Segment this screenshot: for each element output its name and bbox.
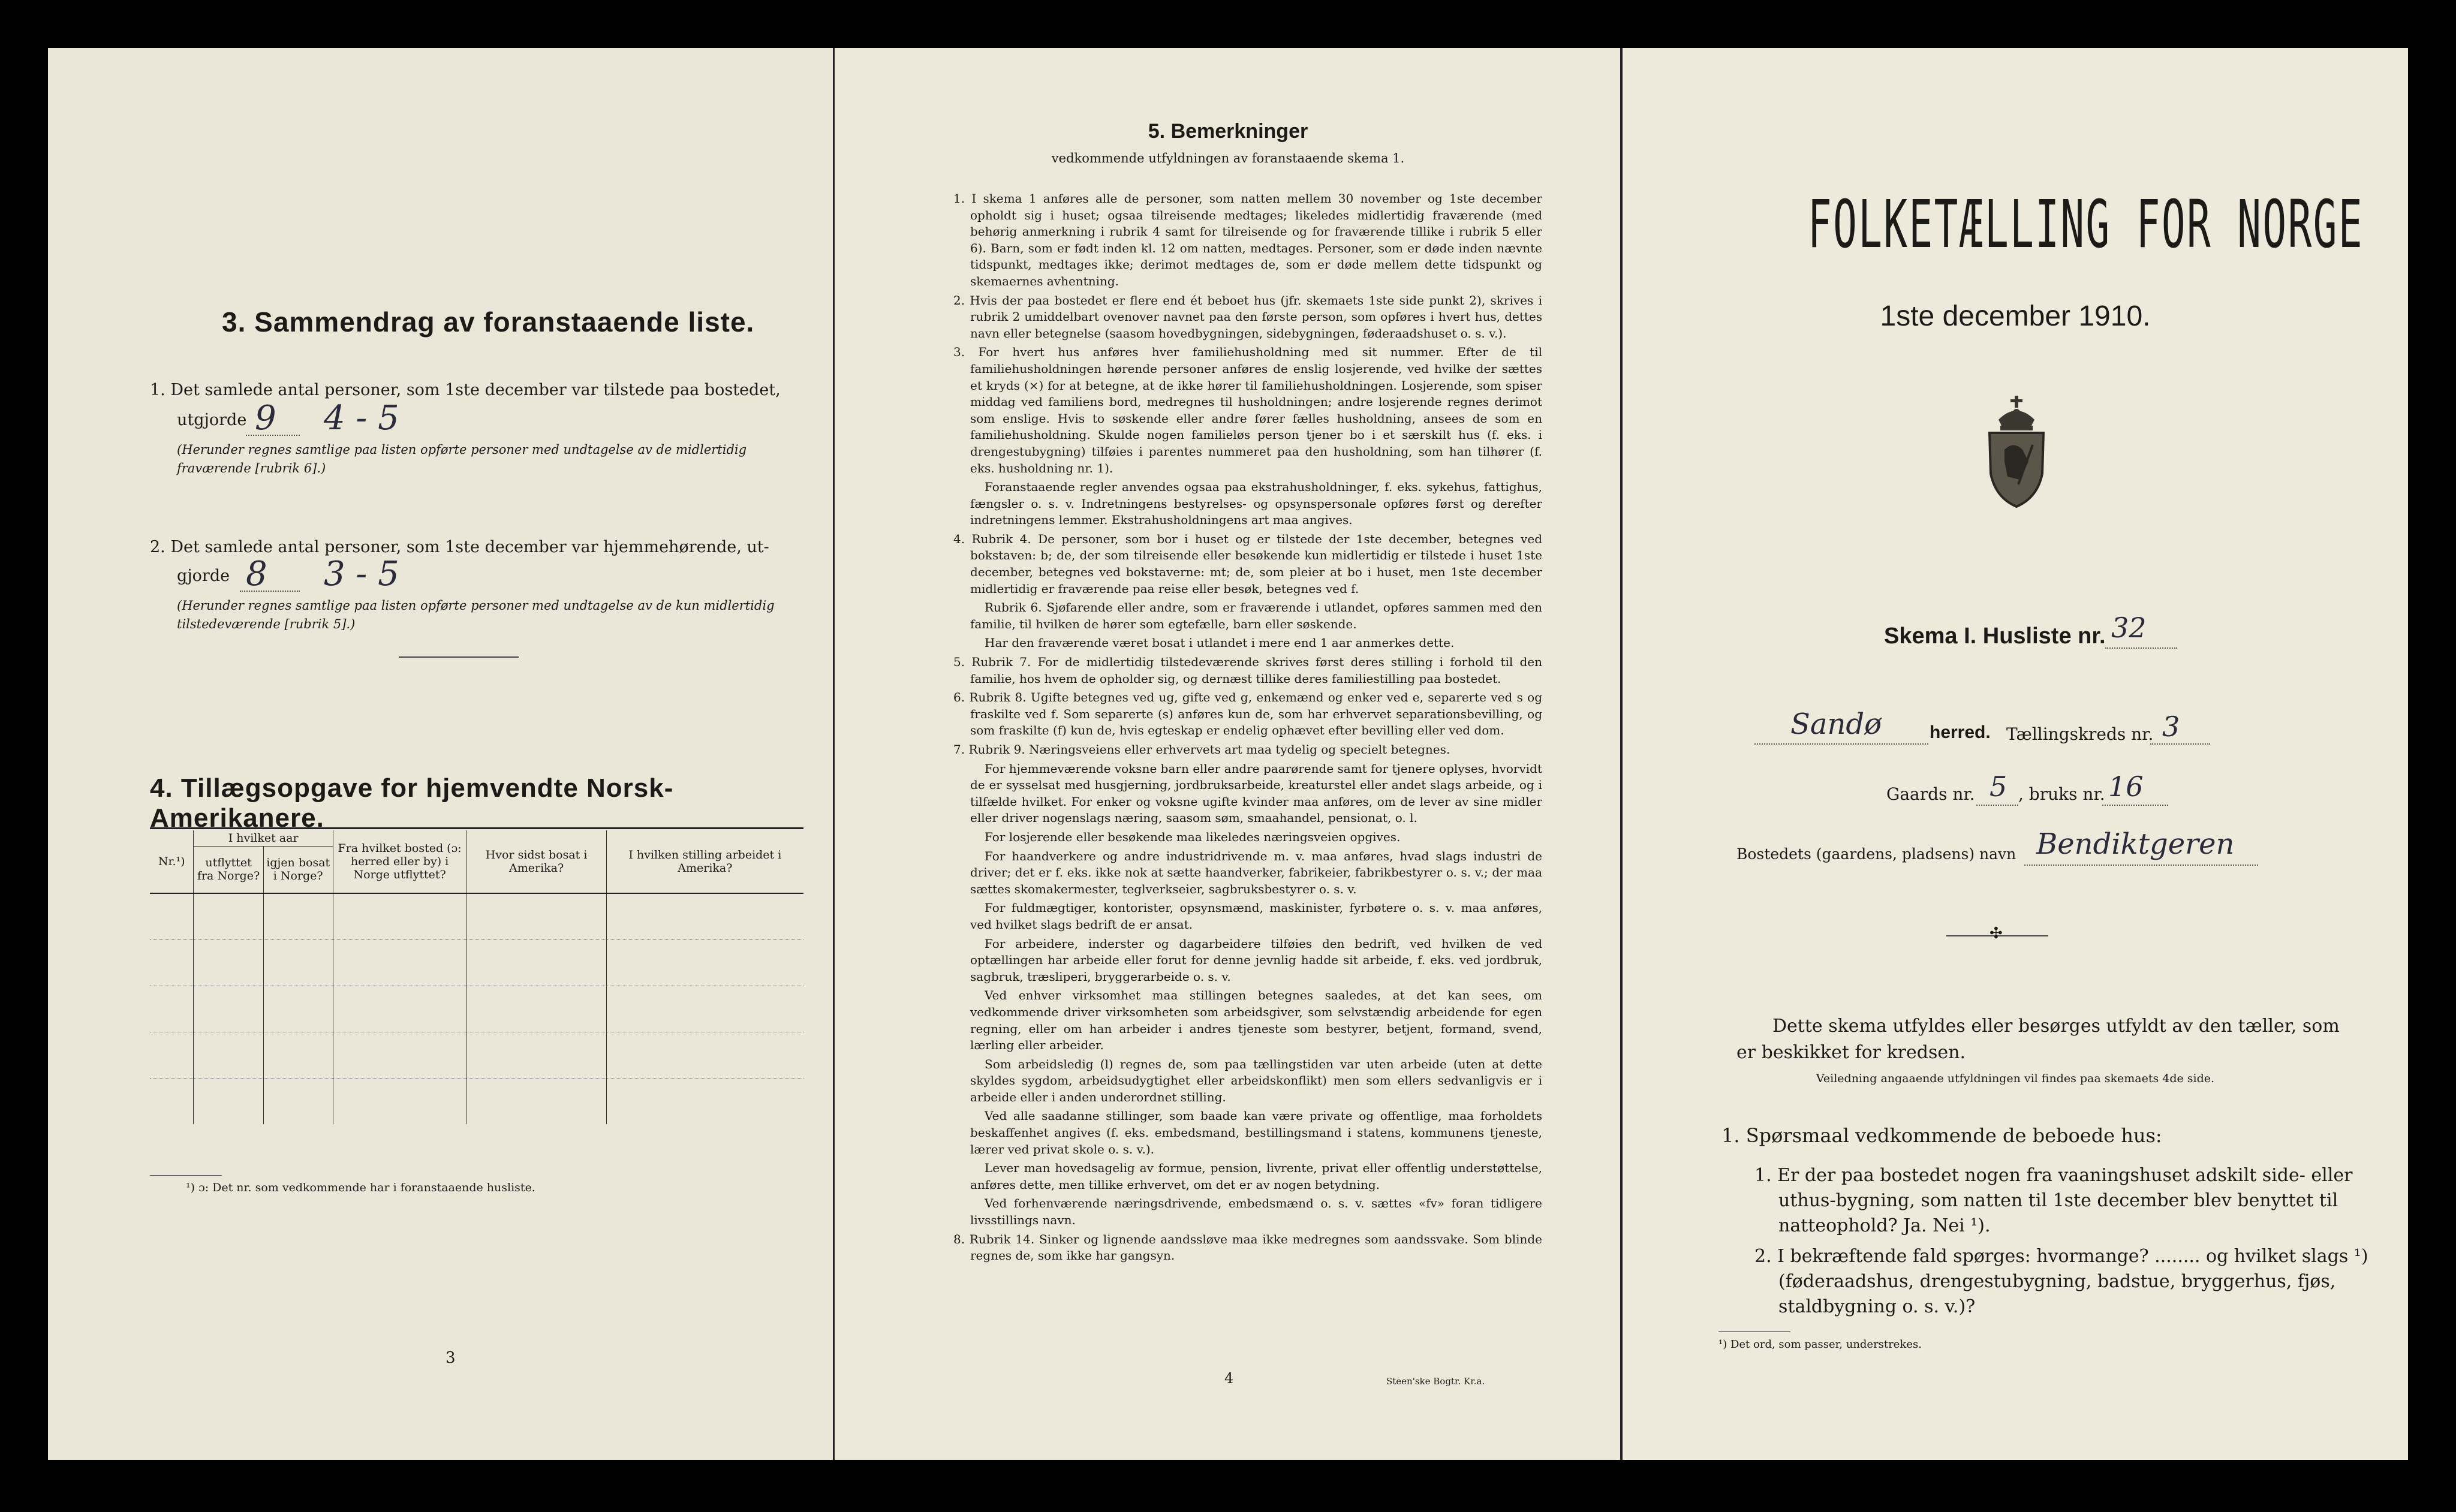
item2-gjorde-label: gjorde [177, 567, 230, 585]
remark-1: 1. I skema 1 anføres alle de personer, som natten mellem 30 november og 1ste december opholdt sig i huset; ogsaa tilreisende medtages; likeledes midlertidig fraværende (med behørig anmerkning i rubrik 4 samt for tilreisende og for fraværende tillike i rubrik 5 eller 6). Barn, som er født inden kl. 12 om natten, medtages. Personer, som er døde inden nævnte tidspunkt, medtages ikke; derimot medtages de, som er døde mellem dette tidspunkt og skemaernes avhentning. [953, 191, 1542, 288]
remark-7: 7. Rubrik 9. Næringsveiens eller erhvervets art maa tydelig og specielt betegnes. [953, 742, 1450, 757]
question-heading: 1. Spørsmaal vedkommende de beboede hus: [1721, 1124, 2162, 1147]
remark-4-bosat: Har den fraværende været bosat i utlandet i mere end 1 aar anmerkes dette. [985, 635, 1455, 650]
item2-handwritten-range: 3 - 5 [324, 555, 399, 594]
remark-5: 5. Rubrik 7. For de midlertidig tilstedeværende skrives først deres stilling i forhold til den familie, hos hvem de opholder sig, og dernæst tillike deres familiestilling paa bostedet. [953, 655, 1542, 686]
page-3-left [48, 48, 833, 1460]
page-number-4: 4 [1224, 1370, 1234, 1387]
col-utflyttet: utflyttet fra Norge? [194, 847, 263, 893]
summary-item-1: 1. Det samlede antal personer, som 1ste december var tilstede paa bostedet, [150, 381, 781, 399]
item1-note: (Herunder regnes samtlige paa listen opførte personer med undtagelse av de midlertidig fraværende [rubrik 6].) [177, 442, 747, 475]
table-footnote: ¹) ɔ: Det nr. som vedkommende har i foranstaaende husliste. [186, 1181, 535, 1194]
table-top-rule [150, 827, 803, 829]
husliste-line [2105, 647, 2177, 649]
intro-text: Dette skema utfyldes eller besørges utfyldt av den tæller, som er beskikket for kredsen. [1736, 1016, 2340, 1063]
bruks-number: 16 [2108, 770, 2144, 803]
remark-7-f: Ved enhver virksomhet maa stillingen betegnes saaledes, at det kan sees, om vedkommende driver virksomheten som arbeidsgiver, som selvstændig arbeidende for egen regning, eller om han arbeider i andres tjeneste som bestyrer, betjent, formand, svend, lærling eller arbeider. [970, 988, 1542, 1053]
col-igjen: igjen bosat i Norge? [263, 847, 333, 893]
remarks-list [937, 191, 1542, 1267]
kreds-number: 3 [2162, 710, 2180, 743]
remark-4: 4. Rubrik 4. De personer, som bor i huset og er tilstede der 1ste december, betegnes ved bokstaven: b; de, der som tilreisende eller besøkende kun midlertidig er tilstede i huset 1ste december, betegnes ved bokstaverne: mt; de, som pleier at bo i huset, men 1ste december midlertidig er fraværende paa reise eller besøk, betegnes ved f. [953, 531, 1542, 596]
remark-2: 2. Hvis der paa bostedet er flere end ét beboet hus (jfr. skemaets 1ste side punkt 2), skrives i rubrik 2 umiddelbart ovenover navnet paa den første person, som opføres i hvert hus, dettes navn eller betegnelse (saasom hovedbygningen, sidebygningen, føderaadshuset o. s. v.). [953, 293, 1542, 341]
gaards-line [1976, 805, 2018, 806]
remark-4-rubrik6: Rubrik 6. Sjøfarende eller andre, som er fraværende i utlandet, opføres sammen med den familie, til hvilken de hører som egtefælle, barn eller søskende. [970, 600, 1542, 631]
title-wrap [1623, 186, 2408, 263]
printer-imprint: Steen'ske Bogtr. Kr.a. [1386, 1376, 1485, 1387]
kreds-label: Tællingskreds nr. [2006, 724, 2154, 744]
intro-small: Veiledning angaaende utfyldningen vil findes paa skemaets 4de side. [1816, 1072, 2215, 1085]
remark-7-b: For losjerende eller besøkende maa likeledes næringsveien opgives. [985, 829, 1401, 844]
bruks-label: , bruks nr. [2018, 784, 2105, 804]
item1-dotted-line [246, 435, 300, 436]
question-1: 1. Er der paa bostedet nogen fra vaaningshuset adskilt side- eller uthus-bygning, som natten til 1ste december blev benyttet til natteophold? Ja. Nei ¹). [1754, 1165, 2353, 1236]
item1-handwritten-count: 9 [255, 399, 276, 438]
bosted-line [2024, 865, 2258, 866]
remark-7-e: For arbeidere, inderster og dagarbeidere tilføies den bedrift, ved hvilken de ved optællingen har arbeide eller forut for denne jevnlig hadde sit arbeide, f. eks. ved jordbruk, sagbruk, træsliperi, bryggerarbeide o. s. v. [970, 936, 1542, 984]
col-fra-bosted: Fra hvilket bosted (ɔ: herred eller by) i Norge utflyttet? [333, 830, 466, 893]
ornament-icon: ✣ [1990, 924, 2003, 942]
section-divider [399, 656, 519, 658]
census-title: FOLKETÆLLING FOR NORGE [1807, 186, 2364, 263]
item2-dotted-line [240, 591, 300, 592]
husliste-number: 32 [2111, 612, 2147, 644]
bruks-line [2102, 805, 2168, 806]
item1-utgjorde-label: utgjorde [177, 411, 247, 429]
col-stilling: I hvilken stilling arbeidet i Amerika? [606, 830, 803, 893]
remark-7-i: Lever man hovedsagelig av formue, pension, livrente, privat eller offentlig understøttelse, anføres dette, men tillike erhvervet, om det er av nogen betydning. [970, 1161, 1542, 1192]
herred-handwritten: Sandø [1790, 707, 1882, 741]
question-2: 2. I bekræftende fald spørges: hvormange? ........ og hvilket slags ¹) (føderaadshus, drengestubygning, badstue, bryggerhus, fjøs, staldbygning o. s. v.)? [1754, 1246, 2368, 1317]
kreds-line [2150, 743, 2210, 745]
remarks-title: 5. Bemerkninger [1148, 120, 1308, 143]
herred-line [1754, 743, 1928, 745]
right-footnote-rule [1718, 1331, 1790, 1332]
page-4-middle [835, 48, 1621, 1460]
remark-7-c: For haandverkere og andre industridrivende m. v. maa anføres, hvad slags industri de driver; det er f. eks. ikke nok at sætte haandverker, fabrikeier, fabrikbestyrer o. s. v.; der maa sættes skomakermester, teglverkseier, sagbruksbestyrer o. s. v. [970, 848, 1542, 896]
remark-7-a: For hjemmeværende voksne barn eller andre paarørende samt for tjenere oplyses, hvorvidt de er sysselsat med husgjerning, jordbruksarbeide, kreaturstel eller andet slags arbeide, og i tilfælde hvilket. For enker og voksne ugifte kvinder maa anføres, om de lever av sine midler eller driver nogenslags næring, saasom søm, smaahandel, pensionat, o. l. [970, 761, 1542, 826]
norway-coat-of-arms-icon [1972, 384, 2061, 516]
remark-7-d: For fuldmægtiger, kontorister, opsynsmænd, maskinister, fyrbøtere o. s. v. maa anføres, ved hvilket slags bedrift de er ansat. [970, 900, 1542, 932]
right-footnote: ¹) Det ord, som passer, understrekes. [1718, 1338, 1922, 1351]
remark-3: 3. For hvert hus anføres hver familiehusholdning med sit nummer. Efter de til familiehusholdningen hørende personer anføres de enslig losjerende, ved hvilke der sættes et kryds (×) for at betegne, at de ikke hører til familiehusholdningen. Losjerende, som spiser middag ved familiens bord, medregnes til husholdningen; andre losjerende regnes derimot som enslige. Hvis to søskende eller andre fører fælles husholdning, ansees de som en familiehusholdning. Skulde nogen familieløs person tjener bo i et særskilt hus (f. eks. i drengestubygning) tilføies i parentes nummeret paa den husholdning, som han tilhører (f. eks. husholdning nr. 1). [953, 345, 1542, 475]
remark-7-j: Ved forhenværende næringsdrivende, embedsmænd o. s. v. sættes «fv» foran tidligere livsstillings navn. [970, 1196, 1542, 1228]
remark-3b: Foranstaaende regler anvendes ogsaa paa ekstrahusholdninger, f. eks. sykehus, fattighus, fængsler o. s. v. Indretningens bestyrelses- og opsynspersonale opføres først og derefter indretningens lemmer. Ekstrahusholdningens art maa angives. [970, 480, 1542, 528]
remark-8: 8. Rubrik 14. Sinker og lignende aandssløve maa ikke medregnes som aandssvake. Som blinde regnes de, som ikke har gangsyn. [953, 1231, 1542, 1263]
footnote-rule [150, 1175, 222, 1176]
summary-item-2: 2. Det samlede antal personer, som 1ste december var hjemmehørende, ut- [150, 538, 769, 556]
bosted-label: Bostedets (gaardens, pladsens) navn [1736, 845, 2016, 863]
remark-6: 6. Rubrik 8. Ugifte betegnes ved ug, gifte ved g, enkemænd og enker ved e, separerte ved s og fraskilte ved f. Som separerte (s) anføres kun de, som har erhvervet separationsbevilling, og som fraskilte (f) kun de, hvis egteskap er endelig ophævet efter bevilling eller ved dom. [953, 690, 1542, 738]
bosted-handwritten: Bendiktgeren [2036, 827, 2235, 861]
gaards-label: Gaards nr. [1886, 784, 1975, 804]
gaards-number: 5 [1990, 770, 2007, 803]
col-nr: Nr.¹) [158, 854, 185, 868]
item2-note: (Herunder regnes samtlige paa listen opførte personer med undtagelse av de kun midlertidig tilstedeværende [rubrik 5].) [177, 598, 775, 631]
item1-handwritten-range: 4 - 5 [324, 399, 399, 438]
norsk-amerikanere-table [150, 830, 803, 1124]
item2-handwritten-count: 8 [246, 555, 267, 594]
col-group-year: I hvilket aar [194, 830, 333, 847]
section-3-title: 3. Sammendrag av foranstaaende liste. [222, 306, 755, 338]
remark-7-g: Som arbeidsledig (l) regnes de, som paa tællingstiden var uten arbeide (uten at dette skyldes sygdom, arbeidsudygtighet eller arbeidskonflikt) men som ellers sedvanligvis er i arbeide eller i anden underordnet stilling. [970, 1056, 1542, 1104]
page-number-3: 3 [446, 1349, 456, 1367]
skema-label: Skema I. Husliste nr. [1884, 624, 2106, 649]
remark-7-h: Ved alle saadanne stillinger, som baade kan være private og offentlige, maa forholdets beskaffenhet angives (f. eks. embedsmand, bestillingsmand i statens, kommunens tjeneste, lærer ved privat skole o. s. v.). [970, 1109, 1542, 1156]
section-4-title: 4. Tillægsopgave for hjemvendte Norsk-Amerikanere. [150, 773, 674, 833]
herred-label: herred. [1930, 722, 1991, 742]
census-date: 1ste december 1910. [1880, 300, 2151, 332]
col-hvor-sidst: Hvor sidst bosat i Amerika? [466, 830, 606, 893]
remarks-subtitle: vedkommende utfyldningen av foranstaaende skema 1. [1051, 151, 1405, 165]
page-1-right [1623, 48, 2408, 1460]
